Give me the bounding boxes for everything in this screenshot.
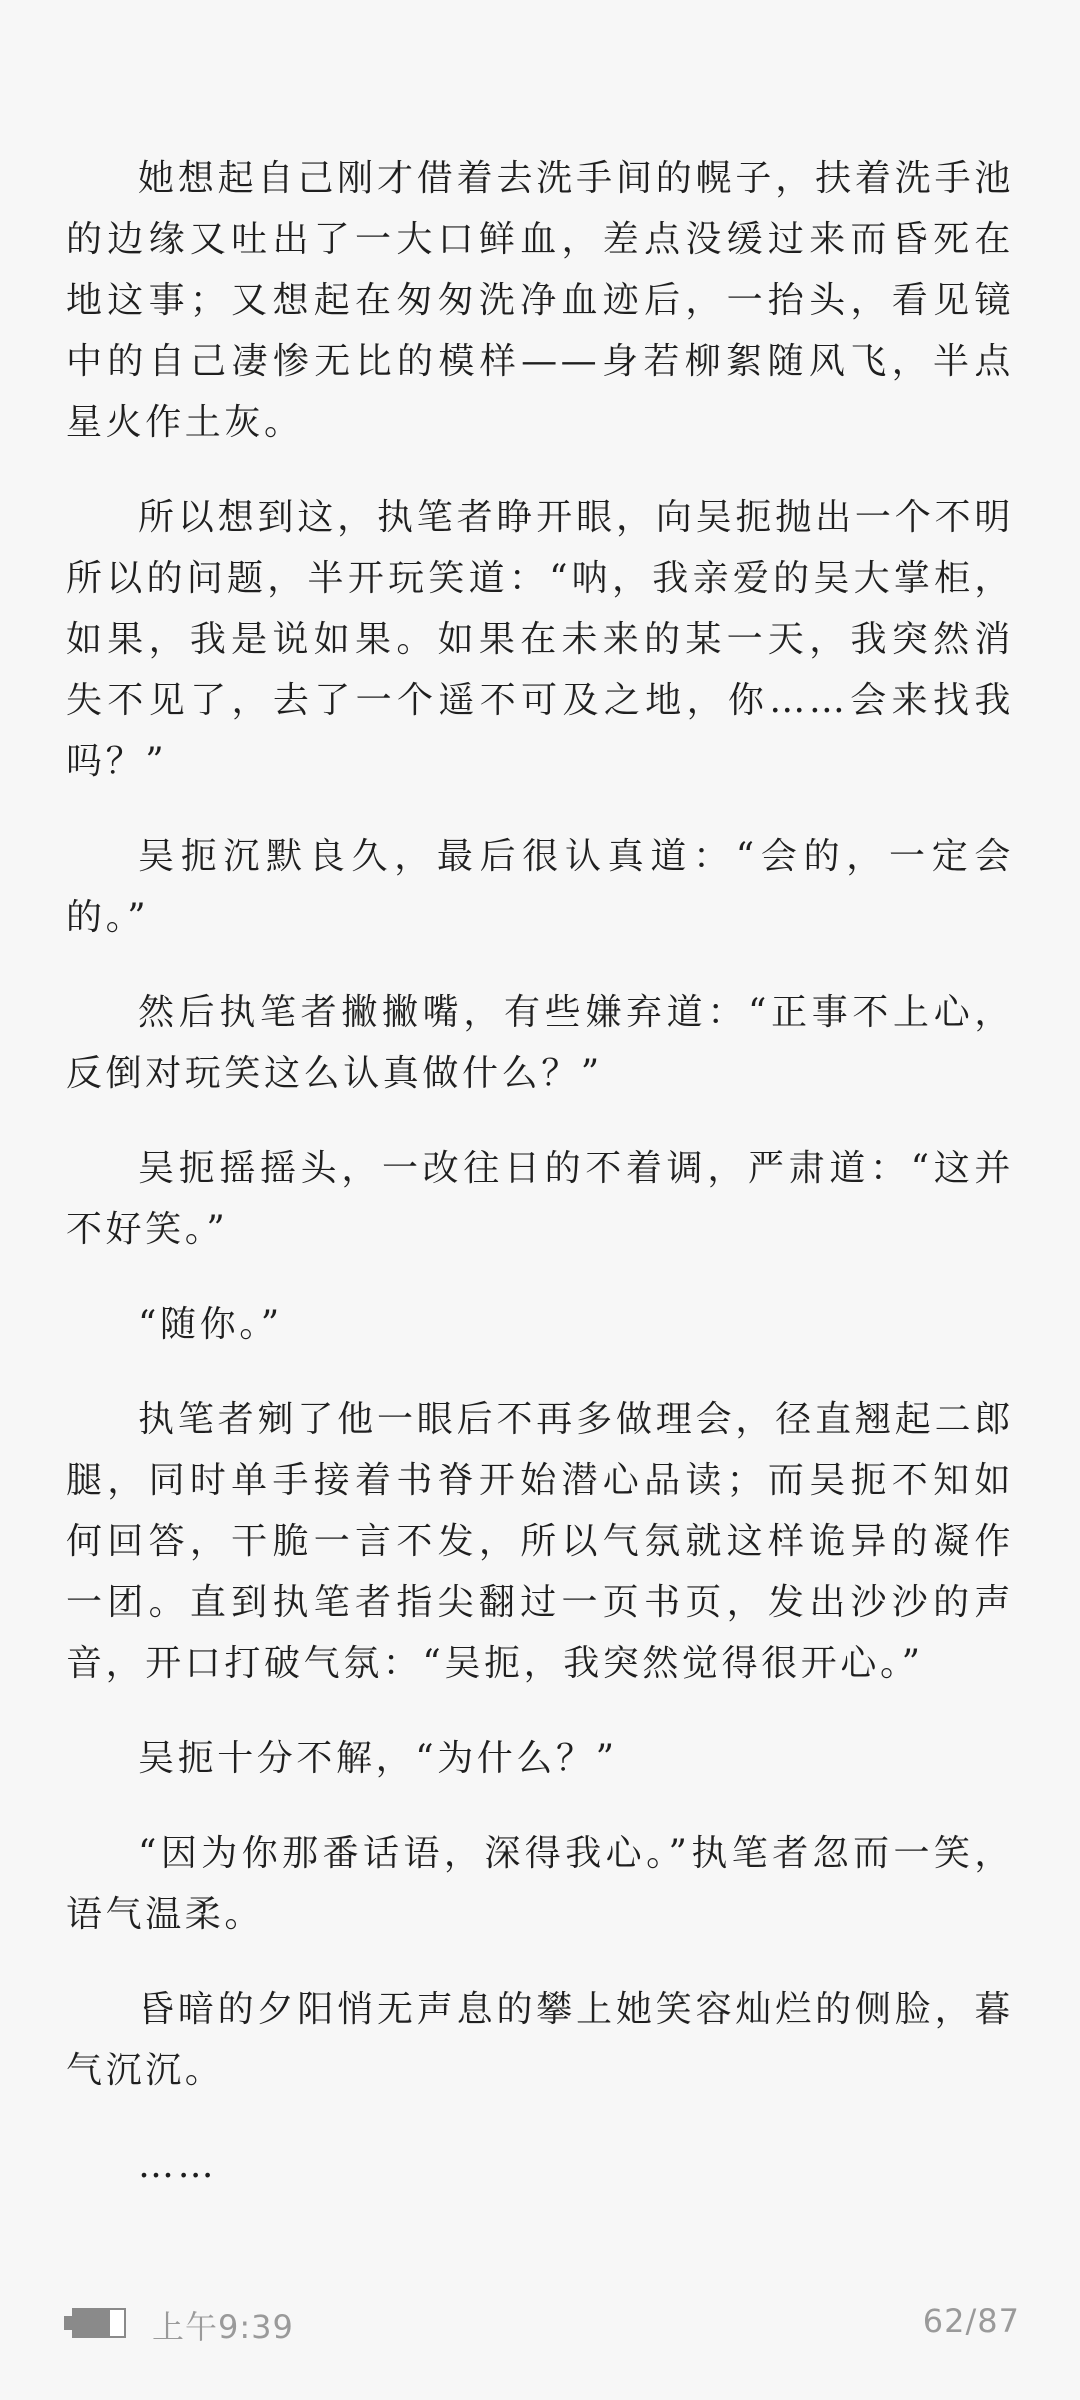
paragraph: 然后执笔者撇撇嘴，有些嫌弃道：“正事不上心，反倒对玩笑这么认真做什么？” bbox=[66, 992, 1014, 1094]
paragraph: …… bbox=[138, 2145, 218, 2186]
reader-page[interactable] bbox=[66, 148, 1014, 2228]
battery-fill bbox=[74, 2310, 110, 2336]
paragraph: 吴扼沉默良久，最后很认真道：“会的，一定会的。” bbox=[66, 836, 1014, 938]
battery-icon bbox=[64, 2308, 128, 2338]
page-number: 62/87 bbox=[922, 2302, 1020, 2340]
paragraph: 所以想到这，执笔者睁开眼，向吴扼抛出一个不明所以的问题，半开玩笑道：“呐，我亲爱的吴大掌柜，如果，我是说如果。如果在未来的某一天，我突然消失不见了，去了一个遥不可及之地，你……会来找我吗？” bbox=[66, 497, 1014, 782]
paragraph: 她想起自己刚才借着去洗手间的幌子，扶着洗手池的边缘又吐出了一大口鲜血，差点没缓过来而昏死在地这事；又想起在匆匆洗净血迹后，一抬头，看见镜中的自己凄惨无比的模样——身若柳絮随风飞，半点星火作土灰。 bbox=[66, 158, 1014, 443]
paragraph: 吴扼摇摇头，一改往日的不着调，严肃道：“这并不好笑。” bbox=[66, 1148, 1014, 1250]
paragraph: 吴扼十分不解，“为什么？” bbox=[138, 1738, 618, 1779]
paragraph: 执笔者剜了他一眼后不再多做理会，径直翘起二郎腿，同时单手接着书脊开始潜心品读；而吴扼不知如何回答，干脆一言不发，所以气氛就这样诡异的凝作一团。直到执笔者指尖翻过一页书页，发出沙沙的声音，开口打破气氛：“吴扼，我突然觉得很开心。” bbox=[66, 1399, 1014, 1684]
reader-status-bar bbox=[0, 2290, 1080, 2360]
battery-tip bbox=[64, 2316, 72, 2330]
clock-time: 上午9:39 bbox=[152, 2308, 294, 2346]
paragraph: 昏暗的夕阳悄无声息的攀上她笑容灿烂的侧脸，暮气沉沉。 bbox=[66, 1989, 1014, 2091]
paragraph: “随你。” bbox=[138, 1304, 283, 1345]
paragraph: “因为你那番话语，深得我心。”执笔者忽而一笑，语气温柔。 bbox=[66, 1833, 1014, 1935]
